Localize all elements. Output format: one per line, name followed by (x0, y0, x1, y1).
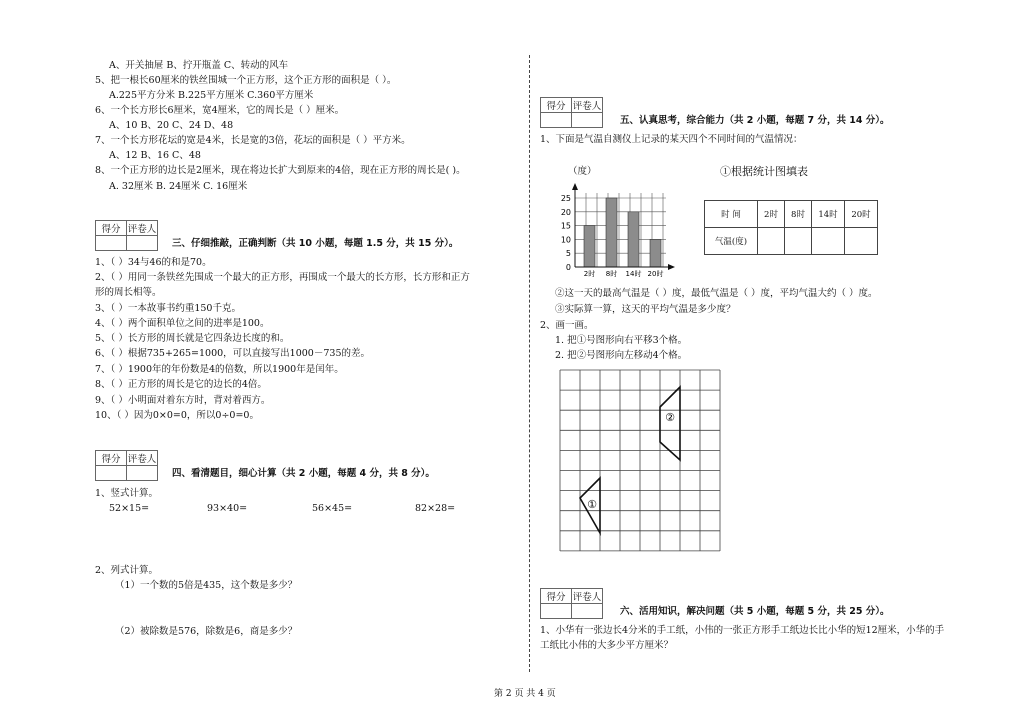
shape-2-label: ② (665, 411, 675, 424)
calc-item: 93×40= (207, 503, 248, 514)
x-tick-label: 8时 (605, 270, 618, 278)
sub-question-2: ②这一天的最高气温是（ ）度，最低气温是（ ）度，平均气温大约（ ）度。 (555, 288, 878, 299)
y-tick-label: 20 (560, 207, 571, 217)
bar (650, 239, 661, 267)
score-box-sec6 (540, 588, 603, 619)
list-calc-item: （1）一个数的5倍是435，这个数是多少？ (115, 580, 298, 591)
grader-cell[interactable] (127, 236, 158, 251)
y-tick-label: 10 (560, 235, 571, 245)
judge-item: 6、（ ）根据735+265=1000，可以直接写出1000－735的差。 (95, 348, 370, 359)
judge-item: 7、（ ）1900年的年份数是4的倍数，所以1900年是闰年。 (95, 364, 344, 375)
answer-cell[interactable] (785, 228, 812, 255)
sec6-question-1-cont: 工纸比小伟的大多少平方厘米？ (540, 640, 674, 651)
q4-options: A、开关抽屉 B、拧开瓶盖 C、转动的风车 (109, 60, 289, 71)
judge-item: 9、（ ）小明面对着东方时，背对着西方。 (95, 395, 271, 406)
score-box-sec5 (540, 97, 603, 128)
score-cell[interactable] (96, 466, 127, 481)
score-box-sec3 (95, 220, 158, 251)
bar (628, 212, 639, 267)
question-8: 8、一个正方形的边长是2厘米，现在将边长扩大到原来的4倍，现在正方形的周长是( )。 (95, 165, 466, 176)
table-row-label: 气温(度) (705, 228, 758, 255)
calc-item: 56×45= (312, 503, 353, 514)
judge-item: 3、（ ）一本故事书约重150千克。 (95, 303, 241, 314)
grid-lines (560, 370, 720, 551)
judge-item-cont: 形的周长相等。 (95, 287, 162, 298)
calc-item: 52×15= (109, 503, 150, 514)
score-label: 得分 (96, 451, 127, 466)
table-header-cell: 2时 (758, 201, 785, 228)
section-3-title: 三、仔细推敲，正确判断（共 10 小题，每题 1.5 分，共 15 分）。 (172, 238, 459, 249)
table-header-cell: 时 间 (705, 201, 758, 228)
x-tick-label: 2时 (583, 270, 596, 278)
table-header-cell: 20时 (845, 201, 878, 228)
q8-options: A. 32厘米 B. 24厘米 C. 16厘米 (109, 181, 248, 192)
y-tick-label: 25 (560, 194, 571, 203)
q7-options: A、12 B、16 C、48 (109, 150, 201, 161)
score-label: 得分 (96, 221, 127, 236)
judge-item: 10、（ ）因为0×0=0，所以0÷0=0。 (95, 410, 259, 421)
sec5-question-1: 1、下面是气温自测仪上记录的某天四个不同时间的气温情况： (540, 134, 803, 145)
table-header-cell: 14时 (812, 201, 845, 228)
drawing-grid[interactable] (560, 370, 722, 552)
temperature-table (704, 200, 878, 255)
shape-1-label: ① (587, 498, 597, 511)
score-label: 得分 (541, 589, 572, 604)
draw-task-1: 1. 把①号图形向右平移3个格。 (555, 335, 688, 346)
table-header-cell: 8时 (785, 201, 812, 228)
draw-task-2: 2. 把②号图形向左移动4个格。 (555, 350, 688, 361)
grader-cell[interactable] (127, 466, 158, 481)
q5-options: A.225平方分米 B.225平方厘米 C.360平方厘米 (109, 90, 314, 101)
answer-cell[interactable] (812, 228, 845, 255)
list-calc-heading: 2、列式计算。 (95, 565, 159, 576)
question-6: 6、一个长方形长6厘米，宽4厘米，它的周长是（ ）厘米。 (95, 105, 345, 116)
answer-cell[interactable] (758, 228, 785, 255)
bar (606, 198, 617, 267)
section-5-title: 五、认真思考，综合能力（共 2 小题，每题 7 分，共 14 分）。 (620, 115, 890, 126)
question-5: 5、把一根长60厘米的铁丝围城一个正方形，这个正方形的面积是（ ）。 (95, 75, 397, 86)
section-6-title: 六、活用知识，解决问题（共 5 小题，每题 5 分，共 25 分）。 (620, 606, 890, 617)
q6-options: A、10 B、20 C、24 D、48 (109, 120, 234, 131)
grader-label: 评卷人 (572, 589, 603, 604)
score-box-sec4 (95, 450, 158, 481)
sec5-question-2: 2、画一画。 (540, 320, 594, 331)
question-7: 7、一个长方形花坛的宽是4米，长是宽的3倍，花坛的面积是（ ）平方米。 (95, 135, 411, 146)
page-footer: 第 2 页 共 4 页 (494, 689, 556, 699)
score-cell[interactable] (541, 113, 572, 128)
sec6-question-1: 1、小华有一张边长4分米的手工纸，小伟的一张正方形手工纸边长比小华的短12厘米，小华的手 (540, 625, 945, 636)
grader-cell[interactable] (572, 113, 603, 128)
chart-task-label: ①根据统计图填表 (720, 165, 808, 178)
y-tick-label: 15 (560, 221, 571, 231)
grader-label: 评卷人 (572, 98, 603, 113)
score-cell[interactable] (96, 236, 127, 251)
grader-label: 评卷人 (127, 221, 158, 236)
column-divider (529, 55, 530, 672)
x-tick-label: 14时 (625, 270, 642, 278)
grader-cell[interactable] (572, 604, 603, 619)
temperature-bar-chart (555, 185, 680, 280)
answer-cell[interactable] (845, 228, 878, 255)
x-axis-arrow (668, 264, 675, 270)
score-label: 得分 (541, 98, 572, 113)
sub-question-3: ③实际算一算，这天的平均气温是多少度？ (555, 304, 736, 315)
y-tick-label: 5 (565, 249, 571, 259)
score-cell[interactable] (541, 604, 572, 619)
grader-label: 评卷人 (127, 451, 158, 466)
y-tick-label: 0 (565, 263, 571, 272)
list-calc-item: （2）被除数是576，除数是6，商是多少？ (115, 626, 298, 637)
section-4-title: 四、看清题目，细心计算（共 2 小题，每题 4 分，共 8 分）。 (172, 468, 435, 479)
calc-heading: 1、竖式计算。 (95, 488, 159, 499)
judge-item: 4、（ ）两个面积单位之间的进率是100。 (95, 318, 270, 329)
judge-item: 8、（ ）正方形的周长是它的边长的4倍。 (95, 379, 267, 390)
chart-unit-label: （度） (568, 166, 597, 177)
judge-item: 2、（ ）用同一条铁丝先围成一个最大的正方形，再围成一个最大的长方形，长方形和正方 (95, 272, 470, 283)
judge-item: 1、（ ）34与46的和是70。 (95, 257, 212, 268)
calc-item: 82×28= (415, 503, 456, 514)
y-axis-arrow (572, 183, 578, 190)
judge-item: 5、（ ）长方形的周长就是它四条边长度的和。 (95, 333, 290, 344)
x-tick-label: 20时 (647, 270, 664, 278)
bar (584, 226, 595, 267)
